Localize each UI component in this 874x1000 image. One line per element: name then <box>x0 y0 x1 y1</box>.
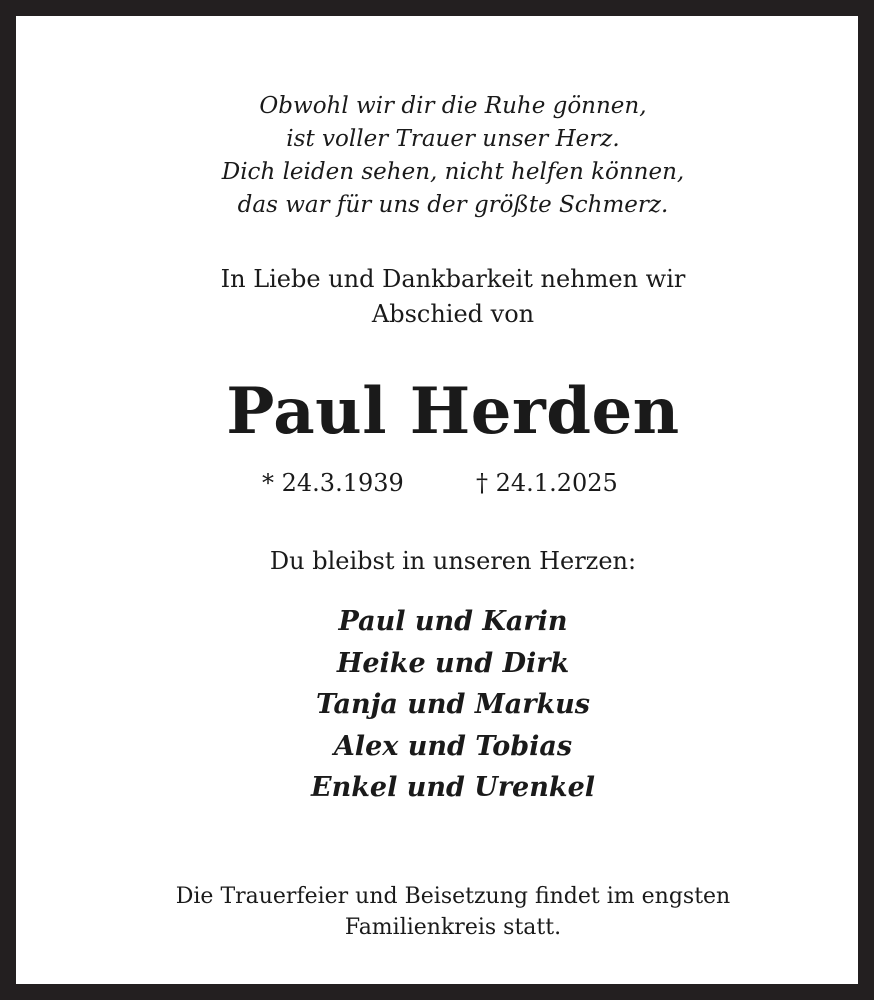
farewell-intro <box>16 262 874 332</box>
poem-line: Dich leiden sehen, nicht helfen können, <box>221 159 685 185</box>
mourners-list <box>16 601 874 809</box>
poem-line: das war für uns der größte Schmerz. <box>237 192 669 218</box>
birth-date: * 24.3.1939 <box>262 469 404 497</box>
deceased-name: Paul Herden <box>226 374 680 449</box>
intro-line: In Liebe und Dankbarkeit nehmen wir <box>220 265 686 293</box>
funeral-notice <box>16 881 874 943</box>
poem-line: ist voller Trauer unser Herz. <box>286 126 620 152</box>
intro-line: Abschied von <box>371 300 535 328</box>
death-date: † 24.1.2025 <box>476 469 618 497</box>
notice-line: Familienkreis statt. <box>344 915 562 940</box>
farewell-line: Du bleibst in unseren Herzen: <box>269 547 637 575</box>
mourner-name: Heike und Dirk <box>336 647 570 679</box>
mourner-name: Enkel und Urenkel <box>310 772 595 803</box>
notice-line: Die Trauerfeier und Beisetzung findet im engsten <box>175 884 731 909</box>
mourner-name: Paul und Karin <box>338 606 568 637</box>
poem-line: Obwohl wir dir die Ruhe gönnen, <box>259 93 647 119</box>
mourner-name: Tanja und Markus <box>316 689 590 720</box>
mourner-name: Alex und Tobias <box>333 730 573 762</box>
memorial-poem <box>16 90 874 222</box>
